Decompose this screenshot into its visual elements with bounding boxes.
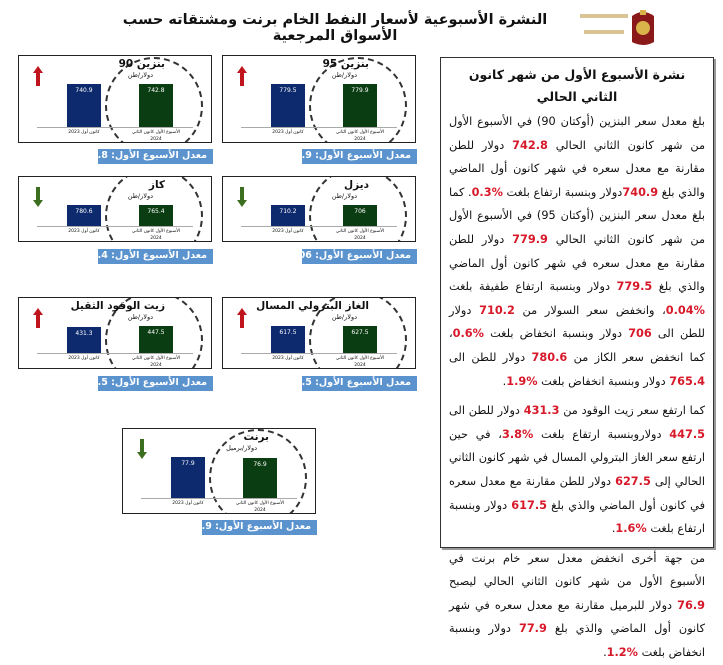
x-tick-label: الأسبوع الأول كانون الثاني 2024 [131,229,181,241]
bar-value-label: 779.9 [351,87,369,95]
bar-value-label: 447.5 [147,328,165,336]
highlighted-value: %1.2 [606,646,638,660]
arrow-up-icon [33,308,43,328]
previous-month-bar [271,205,305,226]
text-segment: دولار للطن مقارنة مع معدل سعره في شهر كانون أول الماضي والذي بلغ [449,232,706,294]
highlighted-value: 431.3 [523,404,560,418]
text-segment: . كما بلغ معدل سعر البنزين (أوكتان 95) في الأسبوع الأول من شهر كانون الثاني الحالي [449,185,705,246]
price-chart [18,176,212,242]
text-segment: كما ارتفع سعر زيت الوقود من [559,404,706,418]
bar-value-label: 765.4 [147,208,165,216]
current-week-bar [139,84,173,127]
text-segment: دولار وبنسبة ارتفاع بلغت [502,185,623,199]
arrow-down-icon [137,439,147,459]
current-week-bar [343,326,377,353]
chart-title: الغاز البترولي المسال [256,300,369,312]
weekly-average-caption: معدل الأسبوع الأول: 706 [302,249,417,264]
chart-unit: دولار/برميل [226,444,257,452]
x-axis [37,127,193,128]
text-segment: من جهة أخرى انخفض معدل سعر خام برنت في الأسبوع الأول من شهر كانون الثاني الحالي ليصبح [449,551,705,589]
current-week-bar [343,205,377,226]
weekly-average-caption: معدل الأسبوع الأول: 447.5 [98,376,213,391]
text-segment: . [502,374,507,388]
highlighted-value: 447.5 [669,427,705,441]
x-tick-label: الأسبوع الأول كانون الثاني 2024 [335,356,385,368]
arrow-up-icon [33,66,43,86]
x-axis [37,353,193,354]
bar-value-label: 780.6 [75,207,93,215]
x-tick-label: كانون أول 2023 [68,229,100,234]
bar-value-label: 617.5 [279,329,297,337]
highlighted-value: 627.5 [615,474,651,488]
highlighted-value: %1.9 [506,374,538,388]
weekly-average-caption: معدل الأسبوع الأول: 627.5 [302,376,417,391]
bar-value-label: 779.5 [279,87,297,95]
chart-unit: دولار/طن [127,313,153,321]
bar-value-label: 77.9 [181,460,195,468]
bulletin-text-panel [440,57,714,660]
text-segment: ، في حين ارتفع سعر الغاز البترولي المسال في شهر كانون الثاني الحالي إلى [449,427,705,488]
x-axis [141,498,297,499]
bar-value-label: 706 [354,207,366,215]
text-segment: دولار للطن مقارنة مع معدل سعره في شهر كانون أول الماضي والذي بلغ [449,138,705,199]
bar-value-label: 710.2 [279,207,297,215]
x-tick-label: الأسبوع الأول كانون الثاني 2024 [235,501,285,513]
arrow-down-icon [33,187,43,207]
highlighted-value: 740.9 [622,185,659,199]
text-segment: دولاروبنسبة ارتفاع بلغت [533,427,670,441]
highlighted-value: %0.04 [665,303,705,317]
chart-title: برنت [243,431,269,443]
x-tick-label: كانون أول 2023 [272,356,304,361]
text-segment: دولار وبنسبة ارتفاع بلغت [449,498,705,536]
highlighted-value: 76.9 [677,598,705,612]
text-segment: دولار للطن مقارنة مع معدل سعره في كانون أول الماضي والذي بلغ [449,474,705,512]
x-axis [37,226,193,227]
chart-title: كاز [148,179,165,191]
x-axis [241,127,397,128]
chart-unit: دولار/طن [331,313,357,321]
highlighted-value: 765.4 [669,374,705,388]
price-chart [18,55,212,143]
price-chart [222,297,416,369]
bar-value-label: 627.5 [351,328,369,336]
highlighted-value: %0.3 [471,185,503,199]
highlighted-value: 77.9 [518,622,547,636]
weekly-average-caption: معدل الأسبوع الأول: 779.9 [302,149,417,164]
weekly-average-caption: معدل الأسبوع الأول: 76.9 [202,520,317,535]
highlighted-value: %3.8 [501,427,534,441]
price-chart [222,55,416,143]
text-segment: دولار وبنسبة انخفاض بلغت [449,622,705,660]
bar-value-label: 431.3 [75,329,93,337]
highlighted-value: 706 [628,327,652,341]
text-segment: دولار للبرميل مقارنة مع معدل سعره في شهر كانون أول الماضي والذي بلغ [449,598,706,636]
chart-unit: دولار/طن [331,192,357,200]
x-tick-label: كانون أول 2023 [172,501,204,506]
x-axis [241,353,397,354]
text-segment: دولار للطن الى [449,404,524,418]
text-segment: . [611,522,616,536]
highlighted-value: 779.9 [512,232,548,246]
bulletin-paragraph [449,399,705,541]
arrow-up-icon [237,66,247,86]
chart-unit: دولار/طن [127,71,153,79]
previous-month-bar [271,84,305,127]
x-tick-label: كانون أول 2023 [272,229,304,234]
page-title: النشرة الأسبوعية لأسعار النفط الخام برنت ومشتقاته حسب الأسواق المرجعية [122,12,548,44]
previous-month-bar [67,84,101,127]
text-segment: بلغ معدل سعر البنزين (أوكتان 90) في الأسبوع الأول من شهر كانون الثاني الحالي [449,115,705,152]
bar-value-label: 742.8 [147,87,165,95]
arrow-up-icon [237,308,247,328]
previous-month-bar [171,457,205,498]
highlighted-value: 617.5 [511,498,548,512]
highlighted-value: 710.2 [479,303,515,317]
text-segment: ، وانخفض سعر السولار من [514,303,666,317]
text-segment: دولار للطن الى [449,350,532,364]
current-week-bar [139,205,173,226]
price-chart [222,176,416,242]
bar-value-label: 740.9 [75,87,93,95]
previous-month-bar [271,326,305,353]
bulletin-paragraph [449,110,705,393]
x-tick-label: الأسبوع الأول كانون الثاني 2024 [131,356,181,368]
highlighted-value: %1.6 [615,522,647,536]
chart-title: بنزين 90 [118,58,165,70]
text-segment: دولار وبنسبة انخفاض بلغت [484,327,629,341]
highlighted-value: 742.8 [512,138,548,152]
text-segment: دولار للطن الى [449,303,705,341]
current-week-bar [139,326,173,353]
highlighted-value: 780.6 [531,350,568,364]
x-tick-label: الأسبوع الأول كانون الثاني 2024 [335,229,385,241]
x-tick-label: الأسبوع الأول كانون الثاني 2024 [131,130,181,142]
bulletin-heading: نشرة الأسبوع الأول من شهر كانون الثاني الحالي [468,67,686,104]
current-week-bar [243,458,277,498]
text-segment: ، كما انخفض سعر الكاز من [449,327,706,364]
x-axis [241,226,397,227]
text-segment: . [603,646,607,660]
x-tick-label: الأسبوع الأول كانون الثاني 2024 [335,130,385,142]
highlighted-value: 779.5 [616,280,653,294]
highlighted-value: %0.6 [452,327,484,341]
current-week-bar [343,84,377,127]
bar-value-label: 76.9 [253,460,267,468]
x-tick-label: كانون أول 2023 [68,130,100,135]
previous-month-bar [67,205,101,226]
chart-title: زيت الوقود الثقيل [70,300,165,312]
previous-month-bar [67,327,101,353]
ministry-logo [580,8,655,48]
chart-title: ديزل [344,179,369,191]
chart-title: بنزين 95 [322,58,369,70]
x-tick-label: كانون أول 2023 [272,130,304,135]
price-chart [122,428,316,514]
weekly-average-caption: معدل الأسبوع الأول: 765.4 [98,249,213,264]
weekly-average-caption: معدل الأسبوع الأول: 742.8 [98,149,213,164]
price-chart [18,297,212,369]
chart-unit: دولار/طن [127,192,153,200]
text-segment: دولار وبنسبة ارتفاع طفيفة بلغت [449,280,617,294]
chart-unit: دولار/طن [331,71,357,79]
bulletin-paragraph [449,547,705,665]
x-tick-label: كانون أول 2023 [68,356,100,361]
arrow-down-icon [237,187,247,207]
text-segment: دولار وبنسبة انخفاض بلغت [537,374,670,388]
